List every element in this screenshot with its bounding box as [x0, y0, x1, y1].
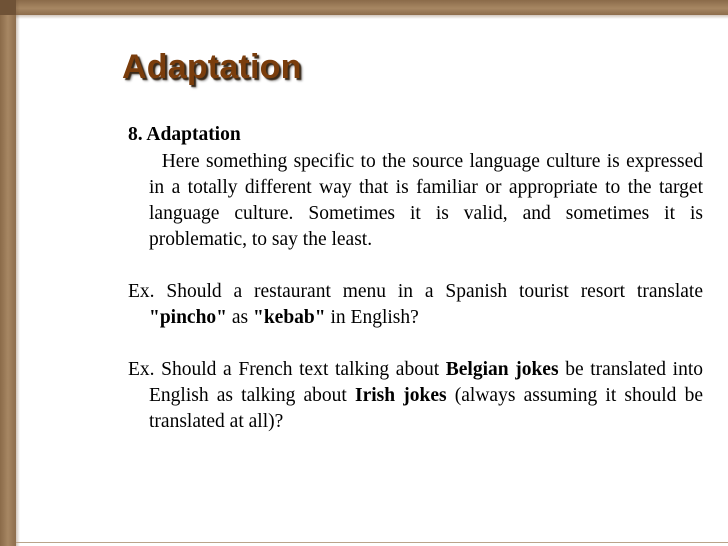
top-bar-shadow [16, 15, 728, 19]
section-heading: 8. Adaptation [128, 124, 241, 145]
corner-block [0, 0, 16, 15]
example-2 [128, 357, 703, 435]
example-1 [128, 279, 703, 331]
slide-title: Adaptation [122, 48, 302, 86]
left-decorative-bar [0, 0, 16, 546]
example-2-after: (always assuming it should be translated at all)? [149, 385, 704, 432]
example-2-middle: be translated into English as talking about [149, 359, 703, 406]
example-2-term-1: Belgian jokes [445, 359, 559, 380]
example-1-after: in English? [325, 307, 419, 328]
top-decorative-bar [0, 0, 728, 15]
example-1-middle: as [227, 307, 254, 328]
bottom-divider [16, 542, 728, 543]
definition-text: Here something specific to the source language culture is expressed in a totally different way that is familiar or appropriate to the target language culture. Sometimes it is valid, and sometimes it is problematic, to say the least. [149, 151, 708, 250]
left-bar-shadow [16, 0, 20, 546]
example-1-term-1: "pincho" [149, 307, 228, 328]
example-1-before: Ex. Should a restaurant menu in a Spanish tourist resort translate [128, 281, 703, 302]
example-2-before: Ex. Should a French text talking about [128, 359, 446, 380]
example-2-term-2: Irish jokes [355, 385, 447, 406]
paragraph-gap [128, 253, 703, 279]
slide-body [128, 122, 708, 435]
example-1-term-2: "kebab" [253, 307, 326, 328]
paragraph-gap [128, 331, 703, 357]
